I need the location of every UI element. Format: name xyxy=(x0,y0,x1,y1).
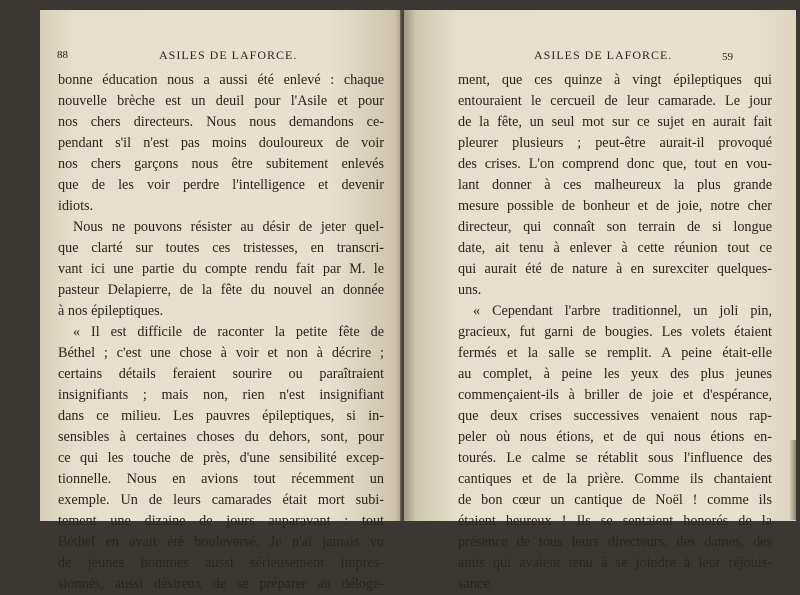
text-line: gracieux, fut garni de bougies. Les volets étaient xyxy=(458,324,772,340)
text-line: que de les voir perdre l'intelligence et devenir xyxy=(58,177,384,193)
text-line: certains détails feraient sourire ou paraîtraient xyxy=(58,366,384,382)
text-line: à nos épileptiques. xyxy=(58,303,164,319)
text-line: cantiques et de la prière. Comme ils chantaient xyxy=(458,471,772,487)
text-line: exemple. Un de leurs camarades était mort subi- xyxy=(58,492,384,508)
text-line: présence de tous leurs directeurs, des dames, des xyxy=(458,534,772,550)
text-line: pendant s'il n'est pas moins douloureux de voir xyxy=(58,135,384,151)
text-line: vant ici une partie du compte rendu fait par M. le xyxy=(58,261,384,277)
text-line: de la fête, un seul mot sur ce sujet en aurait fait xyxy=(458,114,772,130)
text-line: tourés. Le calme se rétablit sous l'influence des xyxy=(458,450,772,466)
text-line: fermés et la salle se remplit. A peine était-elle xyxy=(458,345,772,361)
text-line: que clarté sur toutes ces tristesses, en transcri- xyxy=(58,240,384,256)
text-line: dans ce milieu. Les pauvres épileptiques, si in- xyxy=(58,408,384,424)
text-line: amis qui avaient tenu à se joindre à leur réjouis- xyxy=(458,555,772,571)
text-line: sionnés, aussi désireux de se préparer au déloge- xyxy=(58,576,384,592)
text-line: Nous ne pouvons résister au désir de jeter quel- xyxy=(73,219,384,235)
right-header-title: ASILES DE LAFORCE. xyxy=(534,48,673,62)
text-line: insignifiants ; mais non, rien n'est insignifiant xyxy=(58,387,384,403)
text-line: nos chers garçons nous être subitement enlevés xyxy=(58,156,384,172)
right-page-text xyxy=(458,70,772,595)
text-line: date, ait tenu à enlever à cette réunion tout ce xyxy=(458,240,772,256)
left-page-number: 88 xyxy=(57,49,68,61)
text-line: au complet, à peine les yeux des plus jeunes xyxy=(458,366,772,382)
left-running-header xyxy=(40,48,402,66)
text-line: mesure possible de bonheur et de joie, notre cher xyxy=(458,198,772,214)
text-line: étaient heureux ! Ils se sentaient honorés de la xyxy=(458,513,772,529)
text-line: peler où nous étions, et de qui nous étions en- xyxy=(458,429,772,445)
text-line: tionnelle. Nous en avions tout récemment un xyxy=(58,471,384,487)
text-line: commençaient-ils à briller de joie et d'espérance, xyxy=(458,387,772,403)
right-running-header xyxy=(404,48,796,66)
text-line: ment, que ces quinze à vingt épileptiques qui xyxy=(458,72,772,88)
left-header-title: ASILES DE LAFORCE. xyxy=(159,48,298,62)
left-page-text xyxy=(58,70,384,595)
text-line: qui aurait été de nature à en surexciter quelques- xyxy=(458,261,772,277)
text-line: bonne éducation nous a aussi été enlevé : chaque xyxy=(58,72,384,88)
text-line: « Cependant l'arbre traditionnel, un joli pin, xyxy=(473,303,772,319)
text-line: nos chers directeurs. Nous nous demandons ce- xyxy=(58,114,384,130)
text-line: idiots. xyxy=(58,198,94,214)
right-page xyxy=(404,10,796,592)
text-line: de jeunes hommes aussi sérieusement impres- xyxy=(58,555,384,571)
text-line: des crises. L'on comprend donc que, tout en vou- xyxy=(458,156,772,172)
text-line: lant donner à ces malheureux la plus grande xyxy=(458,177,772,193)
text-line: entouraient le cercueil de leur camarade. Le jour xyxy=(458,93,772,109)
text-line: Béthel ; c'est une chose à voir et non à décrire ; xyxy=(58,345,384,361)
text-line: uns. xyxy=(458,282,482,298)
text-line: « Il est difficile de raconter la petite fête de xyxy=(73,324,384,340)
text-line: tement une dizaine de jours auparavant : tout xyxy=(58,513,384,529)
text-line: de bon cœur un cantique de Noël ! comme ils xyxy=(458,492,772,508)
text-line: directeur, qui connaît son terrain de si longue xyxy=(458,219,772,235)
text-line: pleurer plusieurs ; peut-être aurait-il provoqué xyxy=(458,135,772,151)
text-line: ce qui les touche de près, d'une sensibilité excep- xyxy=(58,450,384,466)
text-line: que deux crises successives venaient nous rap- xyxy=(458,408,772,424)
page-edge-curl xyxy=(788,440,796,520)
text-line: sensibles à certaines choses du dehors, sont, pour xyxy=(58,429,384,445)
text-line: nouvelle brèche est un deuil pour l'Asile et pour xyxy=(58,93,384,109)
text-line: Béthel en avait été bouleversé. Je n'ai jamais vu xyxy=(58,534,384,550)
left-page xyxy=(40,10,402,592)
text-line: pasteur Delapierre, de la fête du nouvel an donnée xyxy=(58,282,384,298)
right-page-number: 59 xyxy=(722,51,733,63)
text-line: sance. xyxy=(458,576,494,592)
